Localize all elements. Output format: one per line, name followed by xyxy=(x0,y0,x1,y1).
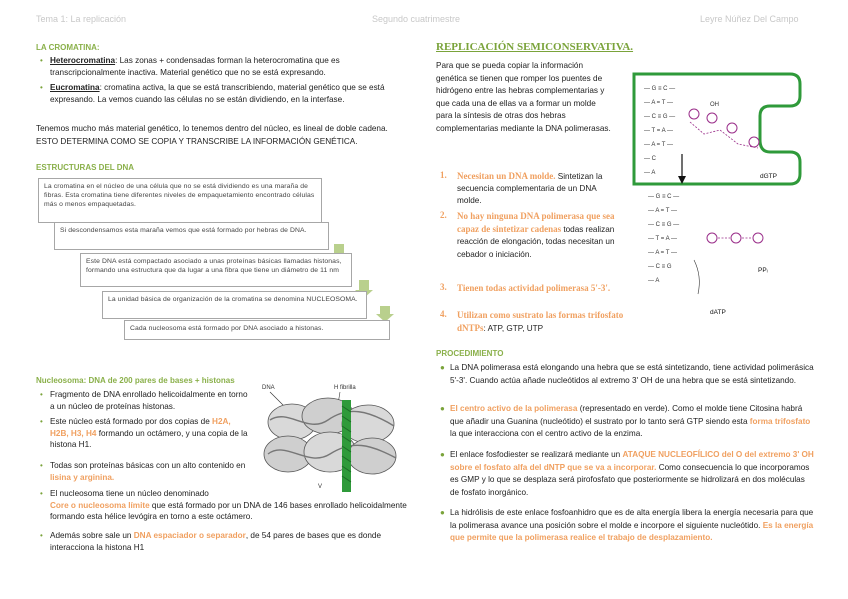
trifosfato-highlight: forma trifosfato xyxy=(749,416,811,426)
nucleosoma-illustration xyxy=(258,380,408,492)
cromatina-item-2 xyxy=(40,82,400,105)
svg-text:OH: OH xyxy=(710,102,719,108)
estructura-box-5: Cada nucleosoma está formado por DNA asociado a histonas. xyxy=(124,320,390,340)
bullet-text: Como consecuencia lo que incorporamos es GMP y lo que se desplaza será pirofosfato que posteriormente se hidrolizará en dos moléculas de fosfato inorgánico. xyxy=(450,462,810,497)
bullet-icon: ● xyxy=(440,363,445,372)
cromatina-item-1 xyxy=(40,55,400,78)
bullet-icon: • xyxy=(40,461,43,470)
bullet-text: Además sobre sale un xyxy=(50,531,134,540)
item-number: 3. xyxy=(440,282,447,292)
bullet-icon: ● xyxy=(440,404,445,413)
fig-label-dna: DNA xyxy=(262,385,275,391)
item-number: 1. xyxy=(440,170,447,180)
item-title: Utilizan como sustrato las formas trifosfato dNTPs xyxy=(457,310,624,333)
svg-text:— A = T —: — A = T — xyxy=(644,142,673,148)
nucleosoma-bullet-2 xyxy=(40,416,250,451)
svg-text:— T = A —: — T = A — xyxy=(644,128,673,134)
item-text: Sintetizan la secuencia complementaria de un DNA molde. xyxy=(457,172,603,205)
numbered-item-4 xyxy=(440,309,640,335)
fig-label-datp: dATP xyxy=(710,309,726,316)
replicacion-intro: Para que se pueda copiar la información genética se tienen que romper los puentes de hidrógeno entre las hebras complementarias y que cada una de ellas va a formar un molde para la síntesis de otras dos hebras complementarias mediante la DNA polimerasas. xyxy=(436,61,611,133)
svg-text:— A = T —: — A = T — xyxy=(644,100,673,106)
item-number: 2. xyxy=(440,210,447,220)
espaciador-highlight: DNA espaciador o separador xyxy=(133,531,246,540)
estructura-box-1: La cromatina en el núcleo de una célula que no se está dividiendo es una maraña de fibras. Esta cromatina tiene diferentes niveles de empaquetamiento encontrado células más o menos empaquetadas. xyxy=(38,178,322,223)
bullet-icon: ● xyxy=(440,450,445,459)
procedimiento-bullet-1 xyxy=(440,362,814,387)
procedimiento-bullet-4 xyxy=(440,507,814,545)
bullet-text: El enlace fosfodiester se realizará mediante un xyxy=(450,450,623,459)
eucromatina-text: : cromatina activa, la que se está transcribiendo, material genético que se está expresando. La vemos cuando las células no se están dividiendo, en la interfase. xyxy=(50,83,385,104)
nucleosoma-bullet-3 xyxy=(40,460,250,483)
bullet-text: formando un octámero, y una copia de la histona H1. xyxy=(50,428,248,449)
item-title: No hay ninguna DNA polimerasa que sea capaz de sintetizar cadenas xyxy=(457,211,615,235)
dna-polymerase-illustration xyxy=(620,60,820,322)
bullet-text: (representado en verde). Como el molde tiene Citosina habrá que añadir una Guanina (nucleótido) el sustrato por lo tanto será GTP siendo esta xyxy=(450,404,803,426)
eucromatina-term: Eucromatina xyxy=(50,83,100,92)
histonas-highlight: H2A, H2B, H3, H4 xyxy=(50,417,231,438)
numbered-item-3 xyxy=(440,282,620,295)
cromatina-paragraph: Tenemos mucho más material genético, lo tenemos dentro del núcleo, es lineal de doble cadena. ESTO DETERMINA COMO SE COPIA Y TRANSCRIBE LA INFORMACIÓN GENÉTICA. xyxy=(36,124,388,146)
cromatina-title: LA CROMATINA: xyxy=(36,43,100,52)
item-number: 4. xyxy=(440,309,447,319)
header-center: Segundo cuatrimestre xyxy=(372,14,461,24)
nucleosoma-figure xyxy=(258,380,408,492)
lisina-highlight: lisina y arginina. xyxy=(50,472,115,482)
svg-text:— G ≡ C —: — G ≡ C — xyxy=(648,194,680,200)
replicacion-figure xyxy=(620,60,820,322)
estructura-box-4: La unidad básica de organización de la cromatina se denomina NUCLEOSOMA. xyxy=(102,291,367,319)
procedimiento-bullet-3 xyxy=(440,449,814,499)
fig-label-v: V xyxy=(318,484,323,490)
heterocromatina-term: Heterocromatina xyxy=(50,56,116,65)
numbered-item-1 xyxy=(440,170,620,207)
header-right: Leyre Núñez Del Campo xyxy=(700,14,799,24)
bullet-text: que está formado por un DNA de 146 bases enrollado helicoidalmente formando esta hélice levógira en torno a este octámero. xyxy=(50,500,407,521)
bullet-icon: • xyxy=(40,417,43,426)
svg-text:— C ≡ G: — C ≡ G xyxy=(648,264,672,270)
bullet-icon: • xyxy=(40,390,43,399)
centro-activo-highlight: El centro activo de la polimerasa xyxy=(450,404,578,413)
bullet-text: Fragmento de DNA enrollado helicoidalmente en torno a un núcleo de proteínas histonas. xyxy=(50,390,248,411)
bullet-icon: • xyxy=(40,83,43,92)
svg-text:— A: — A xyxy=(648,278,660,284)
bullet-icon: • xyxy=(40,531,43,540)
estructura-box-3: Este DNA está compactado asociado a unas proteínas básicas llamadas histonas, formando una estructura que da lugar a una fibra que tiene un diámetro de 11 nm xyxy=(80,253,352,287)
nucleosoma-title: Nucleosoma: DNA de 200 pares de bases + histonas xyxy=(36,376,235,385)
nucleosoma-bullet-1 xyxy=(40,389,250,412)
ataque-highlight: ATAQUE NUCLEOFÍLICO del O del extremo 3' OH sobre el fosfato alfa del dNTP que se va a incorporar. xyxy=(450,450,814,472)
fig-label-dgtp: dGTP xyxy=(760,173,777,180)
nucleosoma-bullet-4 xyxy=(40,488,410,523)
item-text: : ATP, GTP, UTP xyxy=(483,324,544,333)
replicacion-title: REPLICACIÓN SEMICONSERVATIVA. xyxy=(436,41,634,53)
estructuras-title: ESTRUCTURAS DEL DNA xyxy=(36,163,135,172)
svg-text:— C ≡ G —: — C ≡ G — xyxy=(644,114,676,120)
svg-text:— A: — A xyxy=(644,170,656,176)
heterocromatina-text: : Las zonas + condensadas forman la heterocromatina que es transcripcionalmente inactiva. Material genético que no se está expresando. xyxy=(50,56,340,77)
svg-text:— A = T —: — A = T — xyxy=(648,250,677,256)
header-left: Tema 1: La replicación xyxy=(36,14,127,24)
bullet-text: la que interacciona con el centro activo de la enzima. xyxy=(450,429,643,438)
procedimiento-bullet-2 xyxy=(440,403,814,441)
svg-text:— G ≡ C —: — G ≡ C — xyxy=(644,86,676,92)
procedimiento-title: PROCEDIMIENTO xyxy=(436,349,504,358)
fig-label-ppi: PPᵢ xyxy=(758,267,768,274)
item-text: todas realizan reacción de elongación, todas necesitan un cebador o iniciación. xyxy=(457,225,615,259)
svg-text:— C ≡ G —: — C ≡ G — xyxy=(648,222,680,228)
bullet-icon: • xyxy=(40,56,43,65)
numbered-item-2 xyxy=(440,210,620,261)
item-title: Necesitan un DNA molde. xyxy=(457,171,556,181)
core-highlight: Core o nucleosoma límite xyxy=(50,500,150,510)
bullet-text: , de 54 pares de bases que es donde interacciona la histona H1 xyxy=(50,531,382,552)
bullet-text: Este núcleo está formado por dos copias de xyxy=(50,417,213,426)
item-title: Tienen todas actividad polimerasa 5'-3'. xyxy=(457,283,611,293)
bullet-text: La DNA polimerasa está elongando una hebra que se está sintetizando, tiene actividad polimerásica 5'-3'. Cuando actúa añade nucleótidos al extremo 3' OH de una hebra que se está sintetizando. xyxy=(450,363,814,385)
bullet-text: El nucleosoma tiene un núcleo denominado xyxy=(50,489,209,498)
bullet-icon: • xyxy=(40,489,43,498)
nucleosoma-bullet-5 xyxy=(40,530,410,553)
bullet-text: Todas son proteínas básicas con un alto contenido en xyxy=(50,461,246,470)
bullet-icon: ● xyxy=(440,508,445,517)
svg-text:— A = T —: — A = T — xyxy=(648,208,677,214)
svg-text:— C: — C xyxy=(644,156,656,162)
fig-label-fibrilla: H fibrilla xyxy=(334,385,356,391)
svg-text:— T = A —: — T = A — xyxy=(648,236,677,242)
energia-highlight: Es la energía que permite que la polimerasa realice el trabajo de desplazamiento. xyxy=(450,520,814,542)
estructura-box-2: Si descondensamos esta maraña vemos que está formado por hebras de DNA. xyxy=(54,222,329,250)
bullet-text: La hidrólisis de este enlace fosfoanhidro que es de alta energía libera la energía necesaria para que la polimerasa avance una posición sobre el molde e incorpore el siguiente nucleótido. xyxy=(450,508,814,530)
